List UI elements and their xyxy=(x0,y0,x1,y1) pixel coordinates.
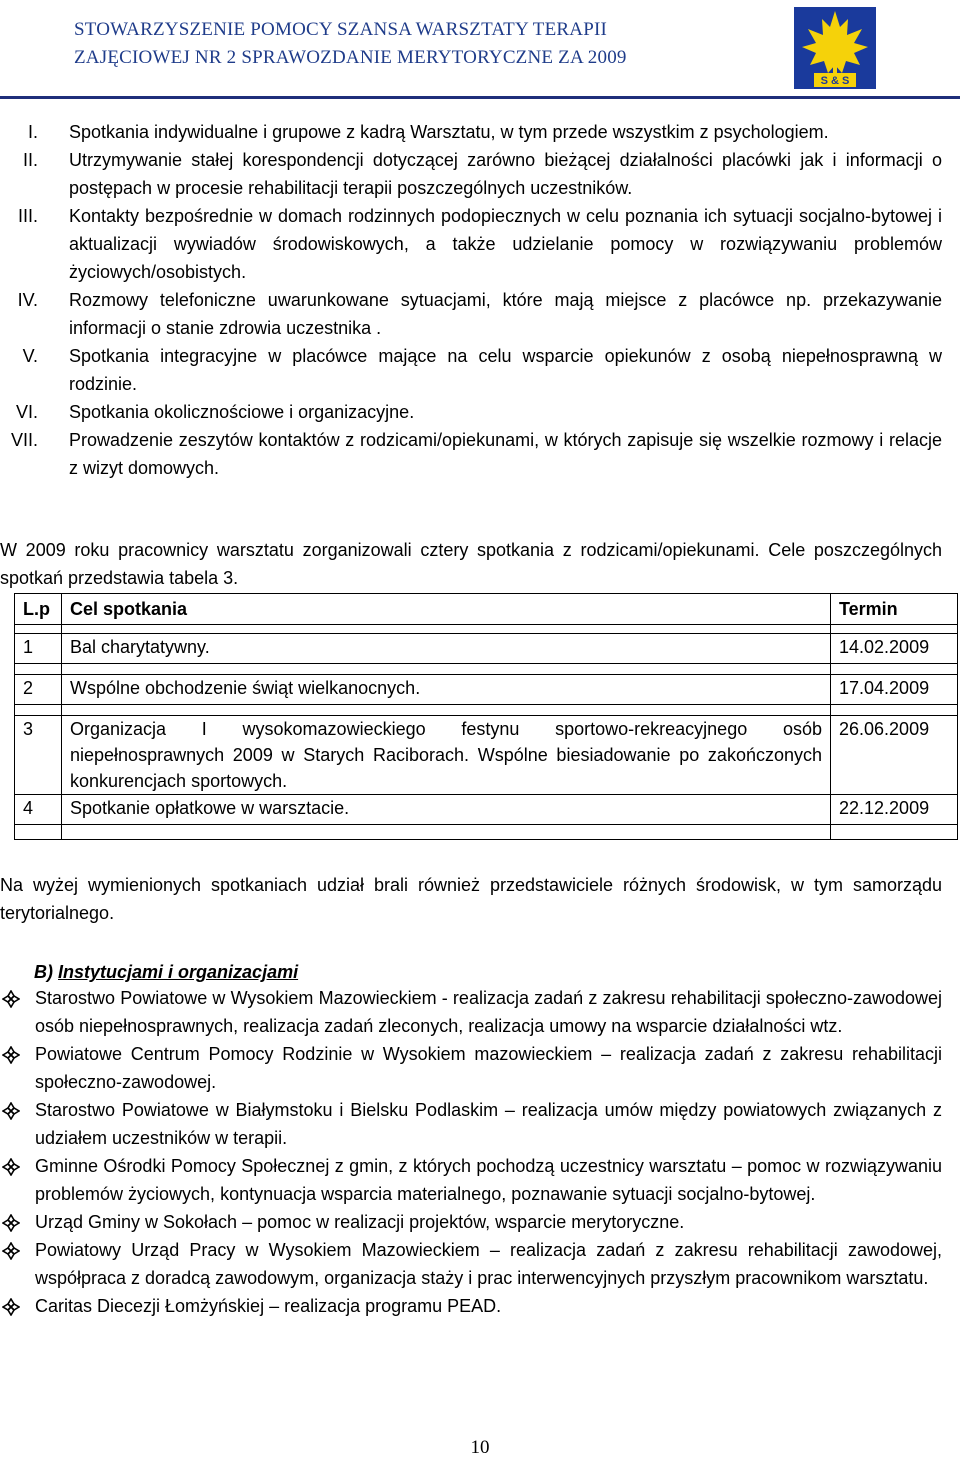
diamond-bullet-icon xyxy=(2,1158,20,1176)
list-text: Prowadzenie zeszytów kontaktów z rodzicami/opiekunami, w których zapisuje się wszelkie rozmowy i relacje z wizyt domowych. xyxy=(69,430,942,478)
list-number: IV. xyxy=(17,290,38,310)
list-text: Utrzymywanie stałej korespondencji dotyczącej zarówno bieżącej działalności placówki jak i informacji o postępach w procesie rehabilitacji terapii poszczególnych uczestników. xyxy=(69,150,942,198)
cell-goal: Wspólne obchodzenie świąt wielkanocnych. xyxy=(62,675,831,705)
diamond-bullet-icon xyxy=(2,1214,20,1232)
list-text: Spotkania indywidualne i grupowe z kadrą Warsztatu, w tym przede wszystkim z psychologiem. xyxy=(69,122,829,142)
diamond-bullet-icon xyxy=(2,1298,20,1316)
list-item xyxy=(0,146,942,202)
representatives-paragraph: Na wyżej wymienionych spotkaniach udział brali również przedstawiciele różnych środowisk, w tym samorządu terytorialnego. xyxy=(0,875,942,923)
list-text: Gminne Ośrodki Pomocy Społecznej z gmin, z których pochodzą uczestnicy warsztatu – pomoc w rozwiązywaniu problemów życiowych, kontynuacja wsparcia materialnego, poznawanie sytuacji socjalno-bytowej. xyxy=(35,1156,942,1204)
cell-term: 26.06.2009 xyxy=(831,716,958,795)
logo-text: S & S xyxy=(820,75,850,87)
page-header xyxy=(0,0,960,99)
list-item xyxy=(0,342,942,398)
table-row xyxy=(15,634,958,664)
section-title-text: Instytucjami i organizacjami xyxy=(58,962,299,982)
list-item xyxy=(0,202,942,286)
cell-goal: Spotkanie opłatkowe w warsztacie. xyxy=(62,795,831,825)
list-number: I. xyxy=(27,122,38,142)
list-number: VII. xyxy=(10,430,38,450)
list-item xyxy=(0,1236,942,1292)
list-text: Urząd Gminy w Sokołach – pomoc w realizacji projektów, wsparcie merytoryczne. xyxy=(35,1212,685,1232)
table-row xyxy=(15,795,958,825)
cell-goal: Organizacja I wysokomazowieckiego festynu sportowo-rekreacyjnego osób niepełnosprawnych 2009 w Starych Raciborach. Wspólne biesiadowanie po zakończonych konkurencjach sportowych. xyxy=(62,716,831,795)
diamond-bullet-icon xyxy=(2,1102,20,1120)
cell-lp: 1 xyxy=(15,634,62,664)
meetings-table xyxy=(14,593,958,840)
table-spacer xyxy=(15,825,958,840)
header-lp: L.p xyxy=(15,594,62,625)
list-item xyxy=(0,118,942,146)
list-number: VI. xyxy=(15,402,38,422)
cell-lp: 2 xyxy=(15,675,62,705)
list-item xyxy=(0,984,942,1040)
list-item xyxy=(0,1152,942,1208)
cell-goal: Bal charytatywny. xyxy=(62,634,831,664)
intro-paragraph: W 2009 roku pracownicy warsztatu zorganizowali cztery spotkania z rodzicami/opiekunami. Cele poszczególnych spotkań przedstawia tabela 3. xyxy=(0,540,942,588)
list-number: V. xyxy=(22,346,38,366)
cell-term: 14.02.2009 xyxy=(831,634,958,664)
header-goal: Cel spotkania xyxy=(62,594,831,625)
table-row xyxy=(15,675,958,705)
header-line-1: STOWARZYSZENIE POMOCY SZANSA WARSZTATY TERAPII xyxy=(74,19,608,40)
list-text: Powiatowy Urząd Pracy w Wysokiem Mazowieckiem – realizacja zadań z zakresu rehabilitacji zawodowej, współpraca z doradcą zawodowym, organizacja staży i prac interwencyjnych przyszłym pracownikom warsztatu. xyxy=(35,1240,942,1288)
list-text: Caritas Diecezji Łomżyńskiej – realizacja programu PEAD. xyxy=(35,1296,502,1316)
header-title xyxy=(74,16,754,72)
section-heading xyxy=(34,958,298,986)
section-letter: B) xyxy=(34,962,53,982)
table-spacer xyxy=(15,625,958,634)
list-text: Starostwo Powiatowe w Wysokiem Mazowieckiem - realizacja zadań z zakresu rehabilitacji społeczno-zawodowej osób niepełnosprawnych, realizacja zadań zleconych, realizacja umowy na wsparcie działalności wtz. xyxy=(35,988,942,1036)
table-row xyxy=(15,716,958,795)
list-text: Kontakty bezpośrednie w domach rodzinnych podopiecznych w celu poznania ich sytuacji socjalno-bytowej i aktualizacji wywiadów środowiskowych, a także udzielanie pomocy w rozwiązywaniu problemów życiowych/osobistych. xyxy=(69,206,942,282)
list-item xyxy=(0,398,942,426)
list-text: Spotkania okolicznościowe i organizacyjne. xyxy=(69,402,415,422)
list-item xyxy=(0,1040,942,1096)
list-text: Starostwo Powiatowe w Białymstoku i Bielsku Podlaskim – realizacja umów między powiatowych związanych z udziałem uczestników w terapii. xyxy=(35,1100,942,1148)
organization-logo xyxy=(794,7,876,89)
contact-forms-list xyxy=(0,118,960,482)
header-term: Termin xyxy=(831,594,958,625)
table-spacer xyxy=(15,664,958,675)
list-item xyxy=(0,286,942,342)
cell-lp: 4 xyxy=(15,795,62,825)
cell-term: 22.12.2009 xyxy=(831,795,958,825)
list-item xyxy=(0,1096,942,1152)
list-number: II. xyxy=(22,150,38,170)
table-spacer xyxy=(15,705,958,716)
list-item xyxy=(0,1292,942,1320)
list-number: III. xyxy=(17,206,38,226)
diamond-bullet-icon xyxy=(2,1046,20,1064)
header-line-2: ZAJĘCIOWEJ NR 2 SPRAWOZDANIE MERYTORYCZNE ZA 2009 xyxy=(74,47,627,68)
table-header-row xyxy=(15,594,958,625)
diamond-bullet-icon xyxy=(2,1242,20,1260)
list-text: Rozmowy telefoniczne uwarunkowane sytuacjami, które mają miejsce z placówce np. przekazywanie informacji o stanie zdrowia uczestnika . xyxy=(69,290,942,338)
page-number: 10 xyxy=(470,1437,490,1458)
cell-lp: 3 xyxy=(15,716,62,795)
list-item xyxy=(0,426,942,482)
list-text: Powiatowe Centrum Pomocy Rodzinie w Wysokiem mazowieckiem – realizacja zadań z zakresu rehabilitacji społeczno-zawodowej. xyxy=(35,1044,942,1092)
institutions-list xyxy=(0,984,960,1320)
list-text: Spotkania integracyjne w placówce mające na celu wsparcie opiekunów z osobą niepełnosprawną w rodzinie. xyxy=(69,346,942,394)
list-item xyxy=(0,1208,942,1236)
diamond-bullet-icon xyxy=(2,990,20,1008)
cell-term: 17.04.2009 xyxy=(831,675,958,705)
